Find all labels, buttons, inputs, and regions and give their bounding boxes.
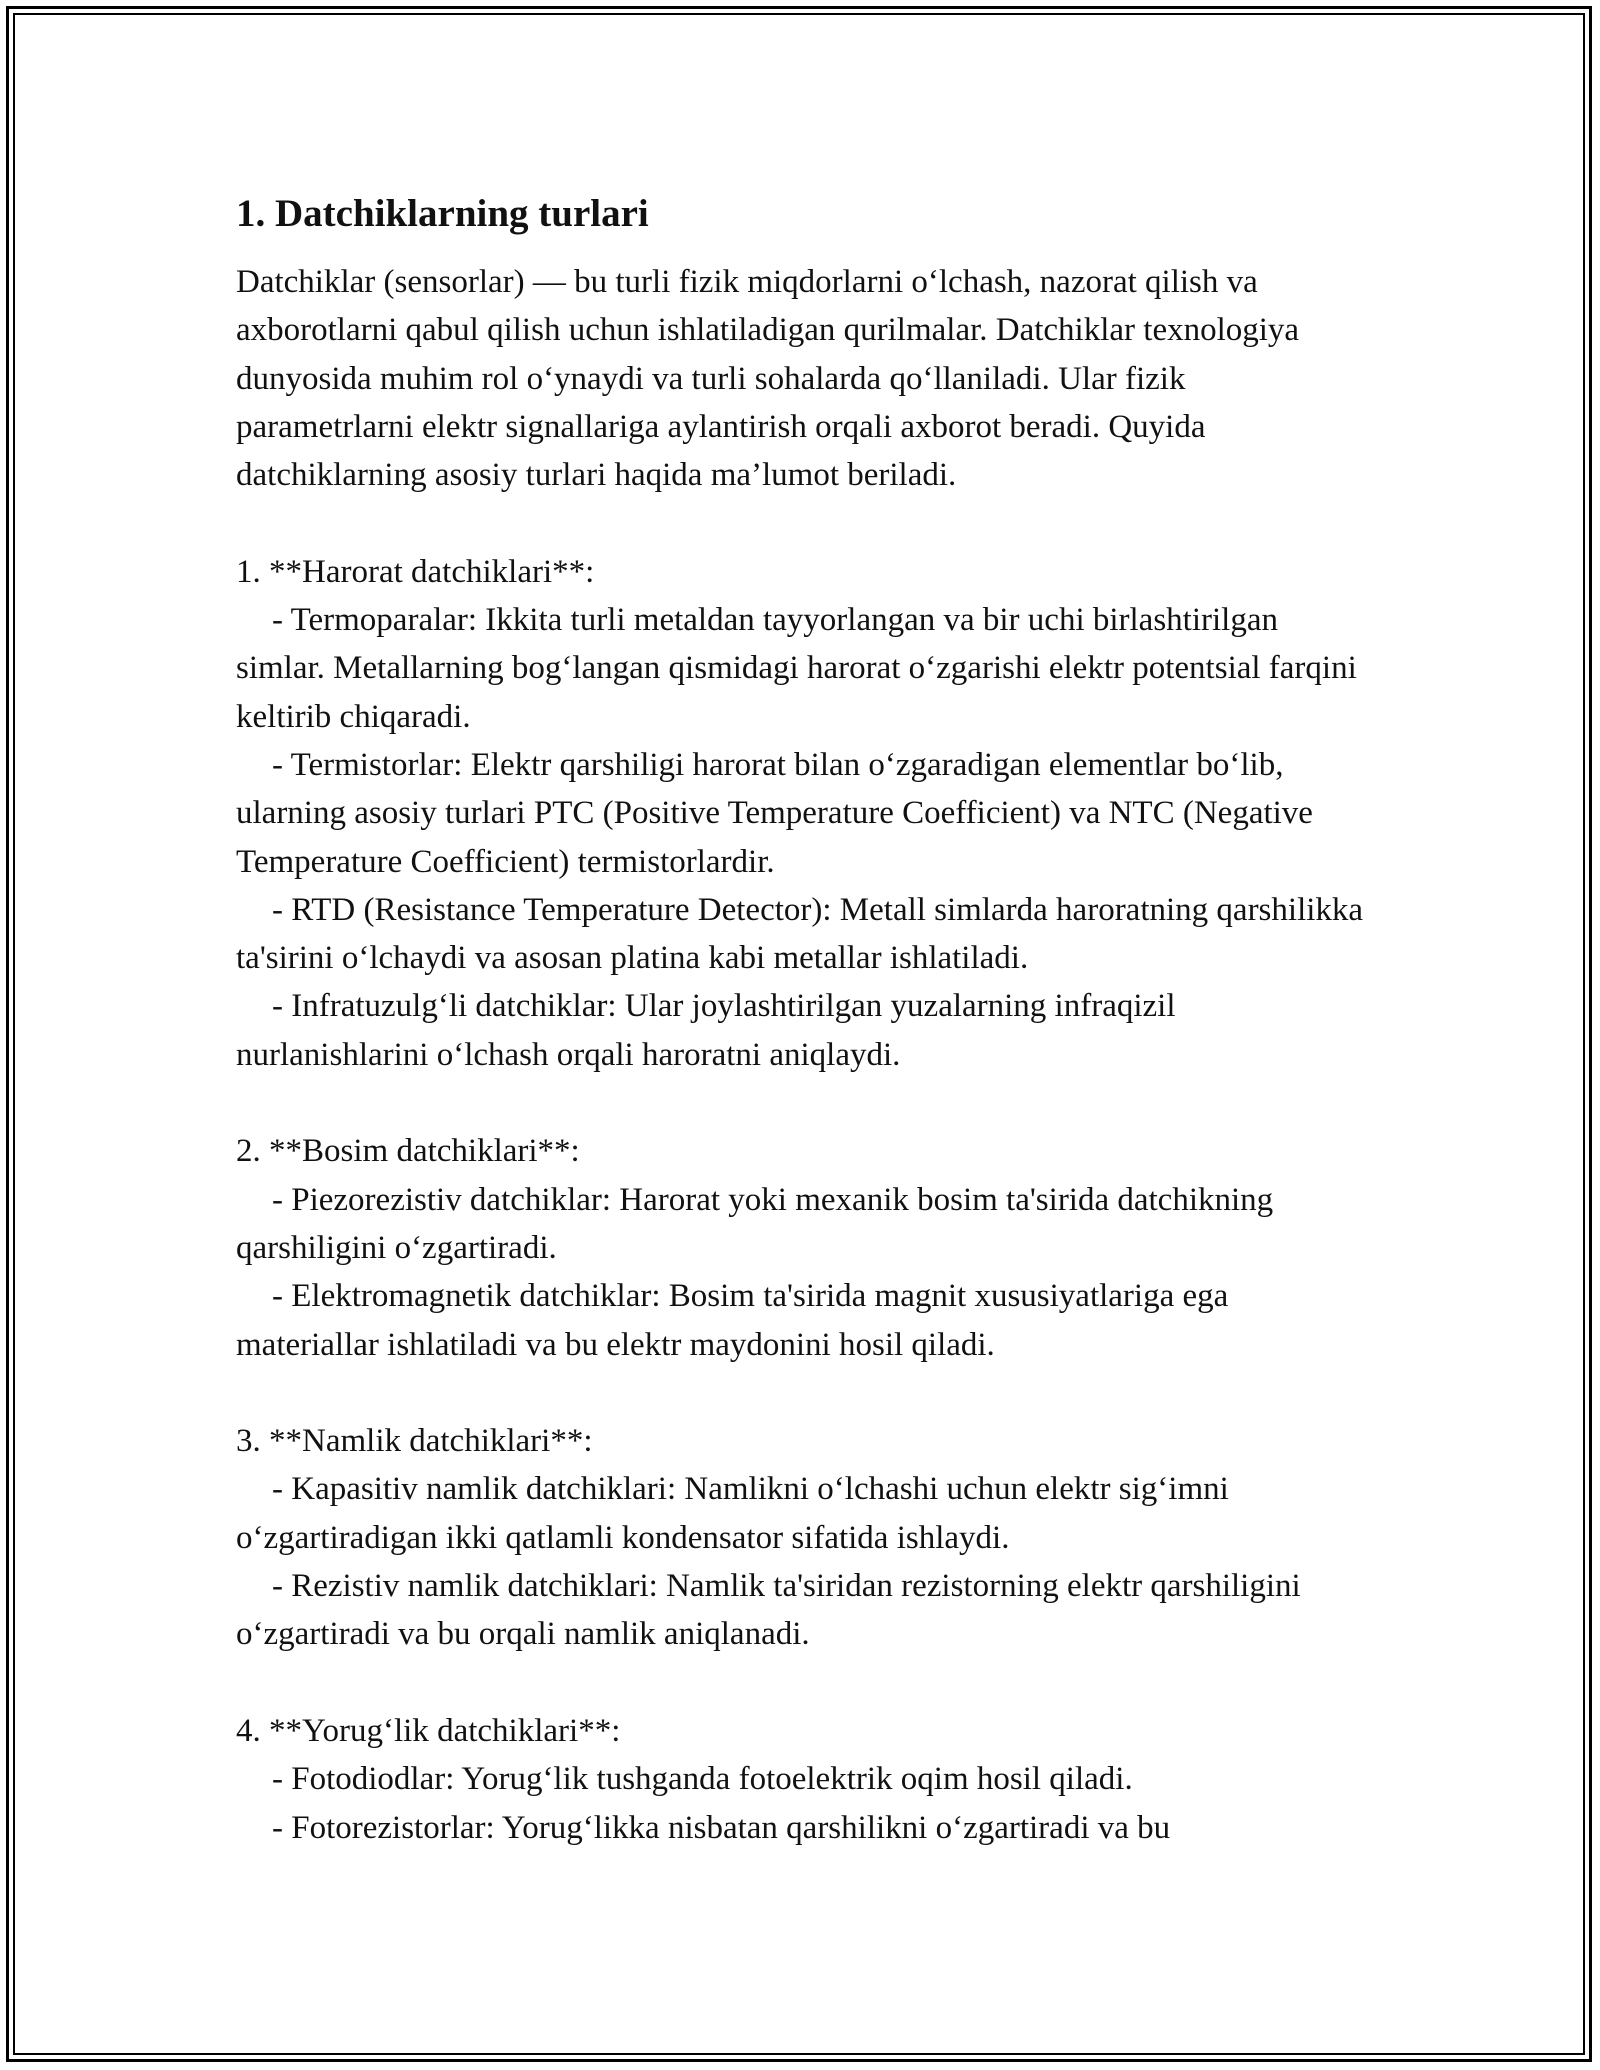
list-item: - Kapasitiv namlik datchiklari: Namlikni o‘lchashi uchun elektr sig‘imni o‘zgartiradigan ikki qatlamli kondensator sifatida ishlaydi. bbox=[236, 1471, 1229, 1556]
list-item: - Rezistiv namlik datchiklari: Namlik ta'siridan rezistorning elektr qarshiligini o‘zgartiradi va bu orqali namlik aniqlanadi. bbox=[236, 1568, 1301, 1653]
section-heading: 1. **Harorat datchiklari**: bbox=[236, 553, 595, 590]
section-heading: 3. **Namlik datchiklari**: bbox=[236, 1423, 593, 1460]
list-item: - Termistorlar: Elektr qarshiligi harorat bilan o‘zgaradigan elementlar bo‘lib, ularning asosiy turlari PTC (Positive Temperature Coefficient) va NTC (Negative Temperature Coefficient) termistorlardir. bbox=[236, 746, 1313, 880]
list-item: - RTD (Resistance Temperature Detector): Metall simlarda haroratning qarshilikka ta'sirini o‘lchaydi va asosan platina kabi metallar ishlatiladi. bbox=[236, 891, 1364, 977]
list-item: - Elektromagnetik datchiklar: Bosim ta'sirida magnit xususiyatlariga ega materiallar ishlatiladi va bu elektr maydonini hosil qiladi. bbox=[236, 1278, 1229, 1363]
spacer bbox=[236, 1659, 1366, 1707]
section-harorat bbox=[236, 548, 1366, 1079]
spacer bbox=[236, 1079, 1366, 1127]
section-heading: 2. **Bosim datchiklari**: bbox=[236, 1133, 580, 1170]
section-yoruglik bbox=[236, 1707, 1366, 1852]
section-heading: 4. **Yorug‘lik datchiklari**: bbox=[236, 1712, 621, 1749]
spacer bbox=[236, 499, 1366, 547]
section-namlik bbox=[236, 1417, 1366, 1658]
intro-paragraph: Datchiklar (sensorlar) — bu turli fizik miqdorlarni o‘lchash, nazorat qilish va axborotlarni qabul qilish uchun ishlatiladigan qurilmalar. Datchiklar texnologiya dunyosida muhim rol o‘ynaydi va turli sohalarda qo‘llaniladi. Ular fizik parametrlarni elektr signallariga aylantirish orqali axborot beradi. Quyida datchiklarning asosiy turlari haqida ma’lumot beriladi. bbox=[236, 264, 1300, 494]
list-item: - Infratuzulg‘li datchiklar: Ular joylashtirilgan yuzalarning infraqizil nurlanishlarini o‘lchash orqali haroratni aniqlaydi. bbox=[236, 988, 1176, 1073]
section-bosim bbox=[236, 1127, 1366, 1368]
document-body bbox=[236, 186, 1366, 1852]
list-item: - Fotodiodlar: Yorug‘lik tushganda fotoelektrik oqim hosil qiladi. bbox=[272, 1761, 1133, 1798]
list-item: - Termoparalar: Ikkita turli metaldan tayyorlangan va bir uchi birlashtirilgan simlar. Metallarning bog‘langan qismidagi harorat o‘zgarishi elektr potentsial farqini keltirib chiqaradi. bbox=[236, 602, 1357, 735]
spacer bbox=[236, 1369, 1366, 1417]
list-item: - Fotorezistorlar: Yorug‘likka nisbatan qarshilikni o‘zgartiradi va bu bbox=[272, 1809, 1171, 1846]
document-title: 1. Datchiklarning turlari bbox=[236, 192, 649, 235]
list-item: - Piezorezistiv datchiklar: Harorat yoki mexanik bosim ta'sirida datchikning qarshiligini o‘zgartiradi. bbox=[236, 1181, 1274, 1266]
